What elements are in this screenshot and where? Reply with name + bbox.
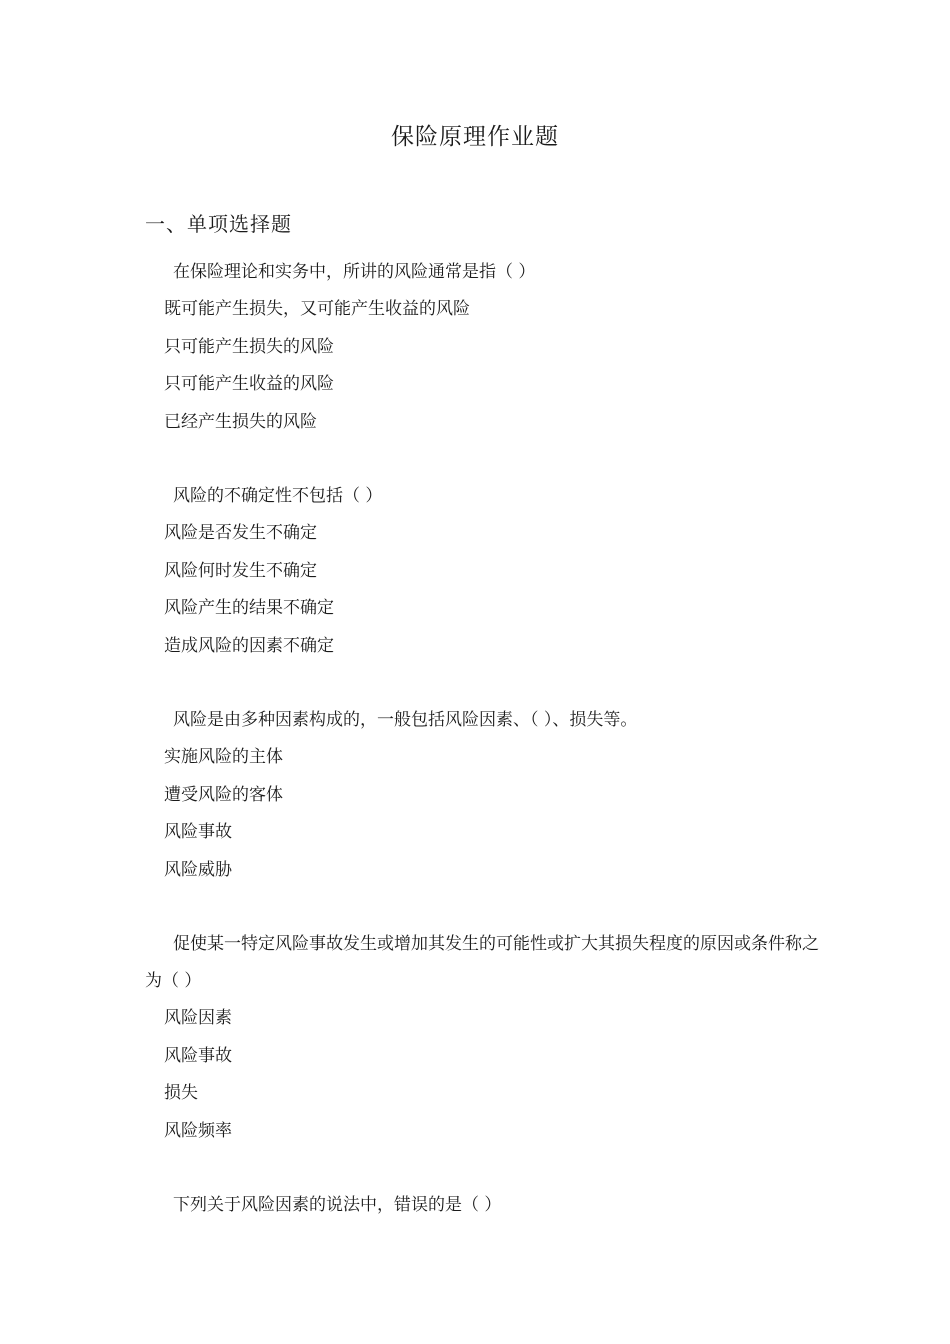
question-5 [145,1187,825,1224]
question-option: 实施风险的主体 [164,747,283,767]
question-2 [145,478,825,665]
question-option: 风险因素 [164,1008,232,1028]
question-1 [145,254,825,441]
question-option: 只可能产生损失的风险 [164,336,334,357]
question-option: 风险何时发生不确定 [164,560,317,581]
question-stem: 风险的不确定性不包括（ ） [173,486,383,506]
question-option: 风险事故 [164,822,232,842]
question-option: 造成风险的因素不确定 [164,635,334,656]
question-option: 风险是否发生不确定 [164,523,317,543]
question-option: 已经产生损失的风险 [164,411,317,432]
document-title: 保险原理作业题 [391,124,559,150]
question-option: 既可能产生损失，又可能产生收益的风险 [164,299,470,319]
question-stem: 在保险理论和实务中，所讲的风险通常是指（ ） [173,262,536,282]
section-heading: 一、单项选择题 [145,212,292,236]
question-stem: 风险是由多种因素构成的，一般包括风险因素、（ ）、损失等。 [173,710,638,730]
question-option: 风险频率 [164,1120,232,1141]
question-stem: 促使某一特定风险事故发生或增加其发生的可能性或扩大其损失程度的原因或条件称之为（ ） [145,934,819,991]
question-option: 风险事故 [164,1045,232,1066]
question-list [145,254,825,1261]
question-option: 风险产生的结果不确定 [164,598,334,618]
question-option: 风险威胁 [164,859,232,880]
question-4 [145,926,825,1150]
question-option: 损失 [164,1083,198,1103]
question-stem: 下列关于风险因素的说法中，错误的是（ ） [173,1195,502,1215]
question-3 [145,702,825,889]
question-option: 只可能产生收益的风险 [164,374,334,394]
question-option: 遭受风险的客体 [164,784,283,805]
